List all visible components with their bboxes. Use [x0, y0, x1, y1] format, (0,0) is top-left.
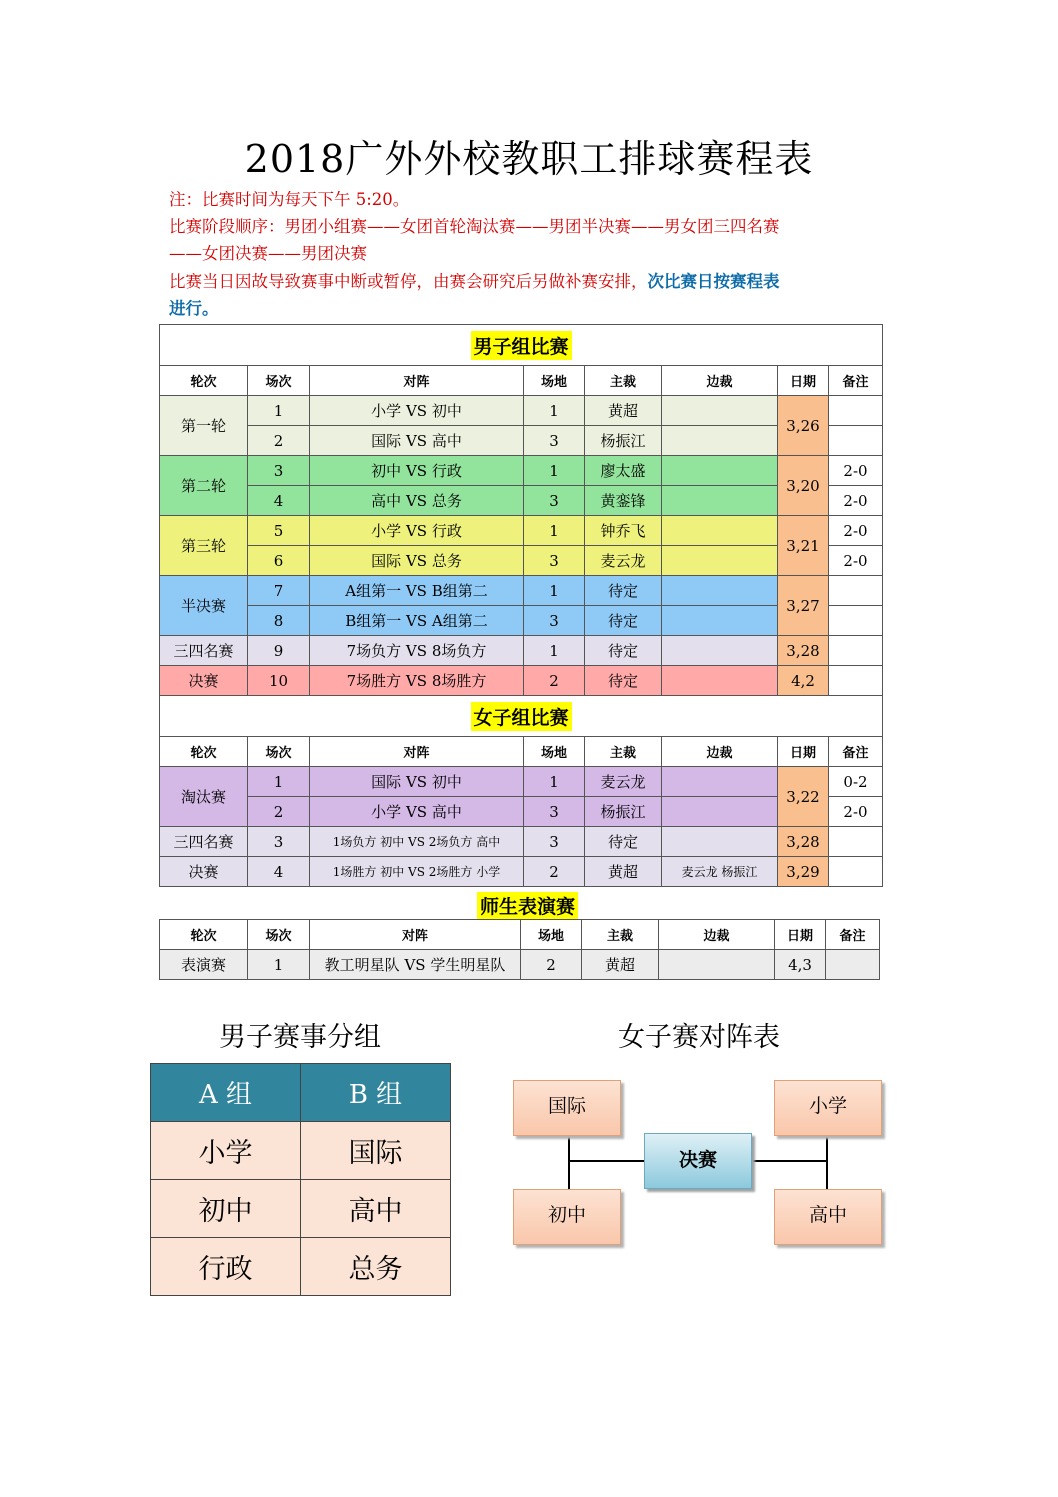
- table-row: [160, 606, 883, 636]
- col-referee: 主裁: [585, 366, 662, 396]
- groups-heading: 男子赛事分组: [219, 1022, 381, 1053]
- matchup-cell: 7场胜方 VS 8场胜方: [310, 666, 524, 696]
- referee-cell: 黄銮锋: [585, 486, 662, 516]
- col-match: 场次: [248, 737, 310, 767]
- table-row: [151, 1238, 451, 1296]
- match-cell: 2: [248, 797, 310, 827]
- match-cell: 9: [248, 636, 310, 666]
- table-row: [160, 576, 883, 606]
- table-row: [160, 797, 883, 827]
- match-cell: 4: [248, 486, 310, 516]
- table-row: [160, 486, 883, 516]
- venue-cell: 2: [524, 857, 585, 887]
- col-line-judge: 边裁: [659, 920, 775, 950]
- note-interrupt-text: 比赛当日因故导致赛事中断或暂停，由赛会研究后另做补赛安排，: [169, 272, 648, 291]
- line-judge-cell: [662, 797, 778, 827]
- referee-cell: 待定: [585, 576, 662, 606]
- remark-cell: 2-0: [829, 797, 883, 827]
- table-row: [160, 767, 883, 797]
- date-cell: 3,28: [778, 636, 829, 666]
- col-remark: 备注: [829, 366, 883, 396]
- note-interrupt-emphasis: 次比赛日按赛程表: [647, 272, 780, 291]
- round-cell: 决赛: [160, 666, 248, 696]
- col-venue: 场地: [524, 737, 585, 767]
- line-judge-cell: [662, 426, 778, 456]
- col-remark: 备注: [826, 920, 880, 950]
- round-cell: 表演赛: [160, 950, 248, 980]
- line-judge-cell: [662, 546, 778, 576]
- venue-cell: 1: [524, 456, 585, 486]
- referee-cell: 黄超: [582, 950, 659, 980]
- match-cell: 10: [248, 666, 310, 696]
- table-row: [160, 426, 883, 456]
- referee-cell: 麦云龙: [585, 546, 662, 576]
- round-cell: 第二轮: [160, 456, 248, 516]
- col-referee: 主裁: [585, 737, 662, 767]
- remark-cell: 2-0: [829, 516, 883, 546]
- line-judge-cell: 麦云龙 杨振江: [662, 857, 778, 887]
- round-cell: 半决赛: [160, 576, 248, 636]
- matchup-cell: A组第一 VS B组第二: [310, 576, 524, 606]
- round-cell: 第一轮: [160, 396, 248, 456]
- venue-cell: 3: [524, 546, 585, 576]
- show-banner: 师生表演赛: [477, 892, 578, 919]
- bracket-line-left-horizontal: [568, 1160, 644, 1162]
- match-cell: 4: [248, 857, 310, 887]
- matchup-cell: B组第一 VS A组第二: [310, 606, 524, 636]
- matchup-cell: 国际 VS 初中: [310, 767, 524, 797]
- line-judge-cell: [662, 396, 778, 426]
- bracket-line-left-vertical: [568, 1135, 570, 1190]
- show-table: [159, 919, 880, 980]
- line-judge-cell: [662, 606, 778, 636]
- match-cell: 5: [248, 516, 310, 546]
- match-cell: 1: [248, 396, 310, 426]
- col-round: 轮次: [160, 737, 248, 767]
- venue-cell: 1: [524, 396, 585, 426]
- group-a-header: A 组: [151, 1064, 301, 1122]
- match-cell: 1: [248, 767, 310, 797]
- date-cell: 3,21: [778, 516, 829, 576]
- referee-cell: 杨振江: [585, 797, 662, 827]
- col-matchup: 对阵: [310, 737, 524, 767]
- matchup-cell: 小学 VS 高中: [310, 797, 524, 827]
- bracket-line-right-vertical: [826, 1135, 828, 1190]
- bracket-team-bottom-right: 高中: [774, 1189, 882, 1245]
- referee-cell: 待定: [585, 666, 662, 696]
- venue-cell: 3: [524, 426, 585, 456]
- referee-cell: 杨振江: [585, 426, 662, 456]
- table-row: [160, 666, 883, 696]
- remark-cell: [829, 857, 883, 887]
- round-cell: 第三轮: [160, 516, 248, 576]
- remark-cell: [829, 426, 883, 456]
- referee-cell: 黄超: [585, 396, 662, 426]
- page-title: 2018广外外校教职工排球赛程表: [244, 137, 814, 181]
- col-line-judge: 边裁: [662, 737, 778, 767]
- groups-table: [150, 1063, 451, 1296]
- line-judge-cell: [662, 576, 778, 606]
- matchup-cell: 国际 VS 高中: [310, 426, 524, 456]
- venue-cell: 1: [524, 576, 585, 606]
- col-venue: 场地: [524, 366, 585, 396]
- note-order-line2: ——女团决赛——男团决赛: [169, 244, 367, 263]
- match-cell: 2: [248, 426, 310, 456]
- matchup-cell: 小学 VS 初中: [310, 396, 524, 426]
- bracket-team-bottom-left: 初中: [513, 1189, 621, 1245]
- referee-cell: 待定: [585, 636, 662, 666]
- show-header-row: [160, 920, 880, 950]
- group-a-team: 初中: [151, 1180, 301, 1238]
- matchup-cell: 小学 VS 行政: [310, 516, 524, 546]
- bracket-heading: 女子赛对阵表: [618, 1022, 780, 1053]
- group-b-header: B 组: [301, 1064, 451, 1122]
- remark-cell: [829, 666, 883, 696]
- group-a-team: 行政: [151, 1238, 301, 1296]
- table-row: [160, 827, 883, 857]
- bracket-line-right-horizontal: [751, 1160, 827, 1162]
- table-row: [160, 857, 883, 887]
- match-cell: 3: [248, 456, 310, 486]
- table-row: [160, 950, 880, 980]
- table-row: [160, 636, 883, 666]
- match-cell: 1: [248, 950, 310, 980]
- venue-cell: 3: [524, 797, 585, 827]
- group-b-team: 国际: [301, 1122, 451, 1180]
- line-judge-cell: [662, 516, 778, 546]
- match-cell: 7: [248, 576, 310, 606]
- note-order: [169, 213, 869, 267]
- bracket-team-top-right: 小学: [774, 1080, 882, 1136]
- col-line-judge: 边裁: [662, 366, 778, 396]
- col-match: 场次: [248, 366, 310, 396]
- line-judge-cell: [662, 456, 778, 486]
- women-header-row: [160, 737, 883, 767]
- col-matchup: 对阵: [310, 920, 521, 950]
- group-b-team: 高中: [301, 1180, 451, 1238]
- referee-cell: 待定: [585, 606, 662, 636]
- men-banner-cell: [160, 325, 883, 366]
- referee-cell: 廖太盛: [585, 456, 662, 486]
- referee-cell: 钟乔飞: [585, 516, 662, 546]
- venue-cell: 1: [524, 767, 585, 797]
- table-row: [160, 456, 883, 486]
- women-banner: 女子组比赛: [471, 702, 572, 731]
- match-cell: 8: [248, 606, 310, 636]
- table-row: [151, 1180, 451, 1238]
- line-judge-cell: [662, 827, 778, 857]
- round-cell: 三四名赛: [160, 636, 248, 666]
- date-cell: 3,28: [778, 827, 829, 857]
- table-row: [151, 1122, 451, 1180]
- group-b-team: 总务: [301, 1238, 451, 1296]
- date-cell: 3,20: [778, 456, 829, 516]
- date-cell: 4,3: [775, 950, 826, 980]
- remark-cell: 2-0: [829, 456, 883, 486]
- matchup-cell: 国际 VS 总务: [310, 546, 524, 576]
- remark-cell: [829, 576, 883, 606]
- referee-cell: 待定: [585, 827, 662, 857]
- date-cell: 3,22: [778, 767, 829, 827]
- remark-cell: 0-2: [829, 767, 883, 797]
- men-banner: 男子组比赛: [471, 331, 572, 360]
- date-cell: 3,29: [778, 857, 829, 887]
- remark-cell: [829, 827, 883, 857]
- group-a-team: 小学: [151, 1122, 301, 1180]
- schedule-table: [159, 324, 883, 887]
- venue-cell: 1: [524, 636, 585, 666]
- date-cell: 3,27: [778, 576, 829, 636]
- women-banner-cell: [160, 696, 883, 737]
- venue-cell: 3: [524, 827, 585, 857]
- matchup-cell: 7场负方 VS 8场负方: [310, 636, 524, 666]
- round-cell: 三四名赛: [160, 827, 248, 857]
- bracket-final: 决赛: [644, 1133, 752, 1189]
- matchup-cell: 高中 VS 总务: [310, 486, 524, 516]
- match-cell: 6: [248, 546, 310, 576]
- round-cell: 决赛: [160, 857, 248, 887]
- col-matchup: 对阵: [310, 366, 524, 396]
- line-judge-cell: [659, 950, 775, 980]
- remark-cell: [829, 396, 883, 426]
- line-judge-cell: [662, 666, 778, 696]
- note-interrupt: [169, 268, 869, 322]
- referee-cell: 麦云龙: [585, 767, 662, 797]
- table-row: [160, 516, 883, 546]
- table-row: [160, 396, 883, 426]
- matchup-cell: 1场胜方 初中 VS 2场胜方 小学: [310, 857, 524, 887]
- venue-cell: 1: [524, 516, 585, 546]
- matchup-cell: 1场负方 初中 VS 2场负方 高中: [310, 827, 524, 857]
- note-interrupt-tail: 进行。: [169, 299, 219, 318]
- date-cell: 3,26: [778, 396, 829, 456]
- date-cell: 4,2: [778, 666, 829, 696]
- col-match: 场次: [248, 920, 310, 950]
- line-judge-cell: [662, 486, 778, 516]
- men-header-row: [160, 366, 883, 396]
- col-referee: 主裁: [582, 920, 659, 950]
- venue-cell: 2: [521, 950, 582, 980]
- matchup-cell: 初中 VS 行政: [310, 456, 524, 486]
- note-time: 注：比赛时间为每天下午 5:20。: [169, 190, 410, 209]
- round-cell: 淘汰赛: [160, 767, 248, 827]
- remark-cell: 2-0: [829, 546, 883, 576]
- note-order-line1: 比赛阶段顺序：男团小组赛——女团首轮淘汰赛——男团半决赛——男女团三四名赛: [169, 217, 780, 236]
- bracket-team-top-left: 国际: [513, 1080, 621, 1136]
- referee-cell: 黄超: [585, 857, 662, 887]
- remark-cell: [829, 636, 883, 666]
- col-date: 日期: [778, 366, 829, 396]
- remark-cell: [829, 606, 883, 636]
- col-date: 日期: [775, 920, 826, 950]
- venue-cell: 3: [524, 486, 585, 516]
- col-round: 轮次: [160, 920, 248, 950]
- col-venue: 场地: [521, 920, 582, 950]
- matchup-cell: 教工明星队 VS 学生明星队: [310, 950, 521, 980]
- venue-cell: 2: [524, 666, 585, 696]
- table-row: [160, 546, 883, 576]
- col-remark: 备注: [829, 737, 883, 767]
- match-cell: 3: [248, 827, 310, 857]
- line-judge-cell: [662, 767, 778, 797]
- venue-cell: 3: [524, 606, 585, 636]
- col-date: 日期: [778, 737, 829, 767]
- line-judge-cell: [662, 636, 778, 666]
- remark-cell: [826, 950, 880, 980]
- col-round: 轮次: [160, 366, 248, 396]
- remark-cell: 2-0: [829, 486, 883, 516]
